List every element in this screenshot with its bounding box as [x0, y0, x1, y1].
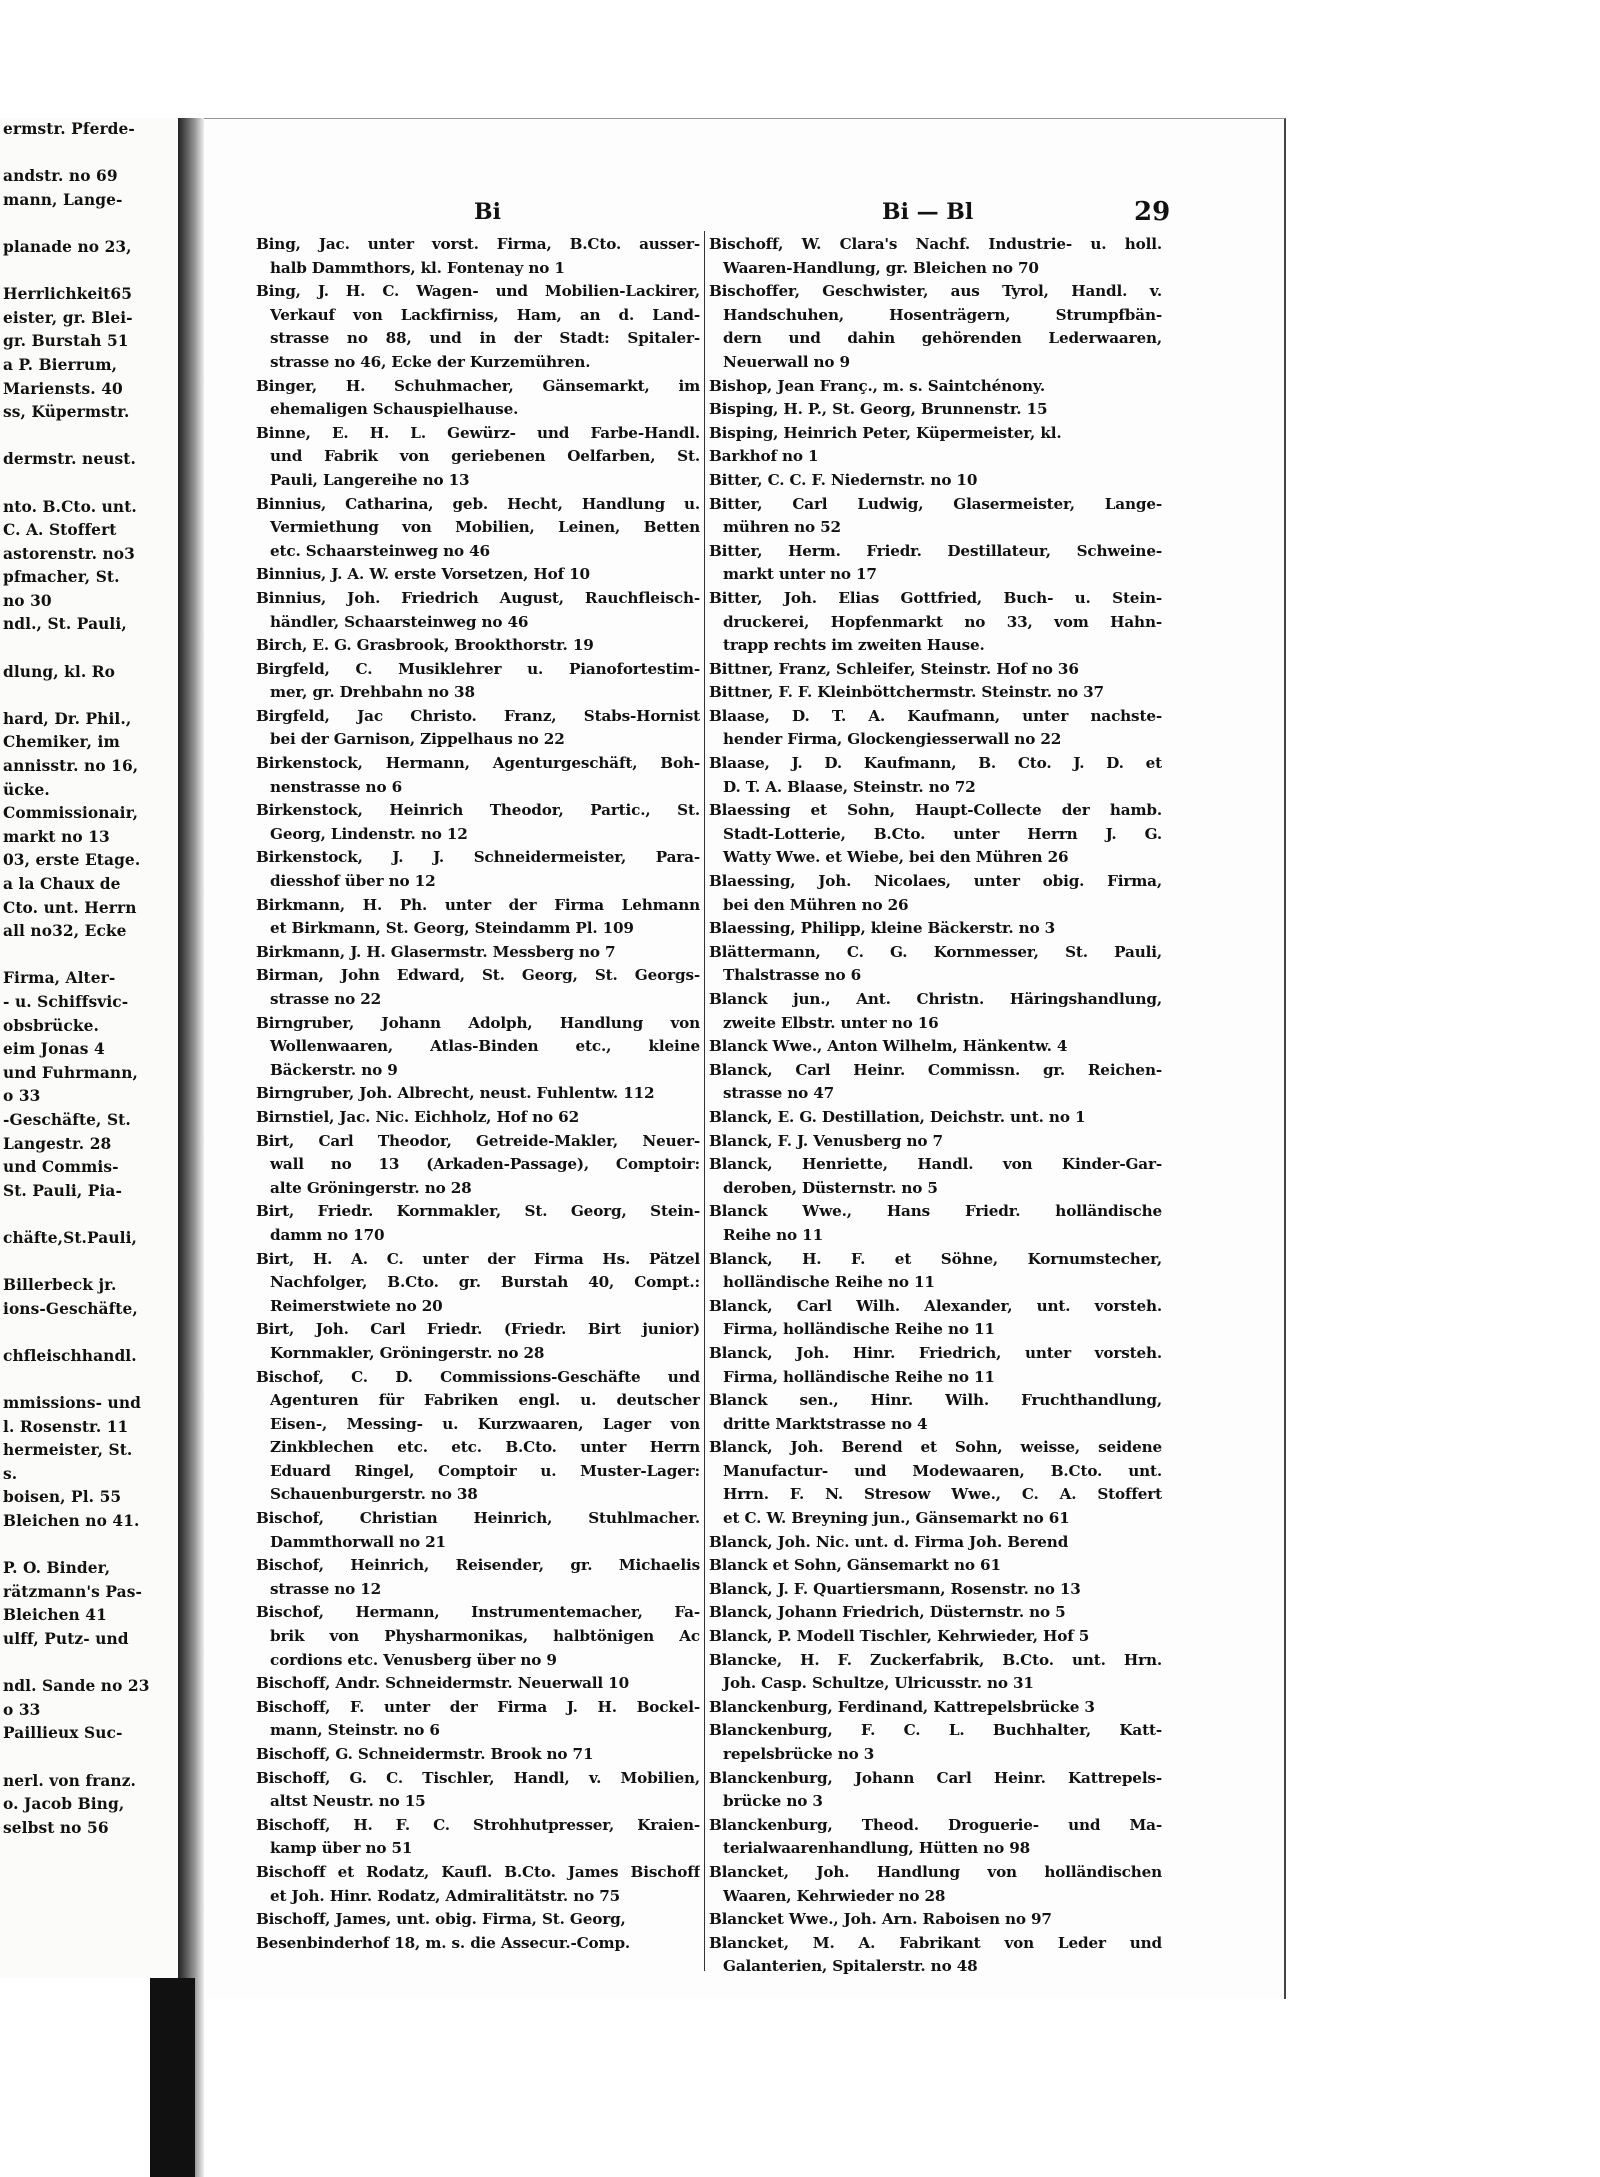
directory-entry-continuation: mer, gr. Drehbahn no 38 — [270, 683, 475, 702]
blank-line — [0, 684, 178, 708]
directory-entry-continuation: Firma, holländische Reihe no 11 — [723, 1320, 995, 1339]
directory-entry-line: Blanck jun., Ant. Christn. Häringshandlung, — [709, 990, 1162, 1008]
directory-entry-continuation: et C. W. Breyning jun., Gänsemarkt no 61 — [723, 1509, 1070, 1528]
directory-entry-continuation: druckerei, Hopfenmarkt no 33, vom Hahn- — [723, 612, 1162, 631]
previous-page-text-line: hard, Dr. Phil., — [3, 709, 132, 728]
gutter-shadow — [150, 1978, 195, 2177]
previous-page-text-line: ss, Küpermstr. — [3, 403, 130, 422]
directory-entry-continuation: et Joh. Hinr. Rodatz, Admiralitätstr. no 75 — [270, 1886, 621, 1905]
directory-entry-line: Blanck, F. J. Venusberg no 7 — [709, 1131, 943, 1150]
directory-entry-line: Binne, E. H. L. Gewürz- und Farbe-Handl. — [256, 423, 700, 442]
previous-page-text-line: markt no 13 — [3, 827, 110, 846]
directory-entry-line: Bischoff et Rodatz, Kaufl. B.Cto. James Bischoff — [256, 1862, 700, 1881]
directory-entry-continuation: kamp über no 51 — [270, 1839, 413, 1858]
directory-entry-line: Besenbinderhof 18, m. s. die Assecur.-Comp. — [256, 1933, 631, 1952]
previous-page-text-line: o. Jacob Bing, — [3, 1795, 125, 1814]
directory-entry-continuation: mühren no 52 — [723, 518, 841, 537]
directory-entry-line: Bitter, Joh. Elias Gottfried, Buch- u. Stein- — [709, 588, 1162, 607]
directory-entry-line: Blaase, D. T. A. Kaufmann, unter nachste- — [709, 706, 1162, 725]
directory-entry-continuation: strasse no 47 — [723, 1084, 835, 1103]
previous-page-text-line: 03, erste Etage. — [3, 851, 141, 870]
directory-entry-line: Blanck sen., Hinr. Wilh. Fruchthandlung, — [709, 1391, 1162, 1410]
directory-entry-line: Bischoff, F. unter der Firma J. H. Bockel- — [256, 1697, 700, 1716]
blank-line — [0, 1321, 178, 1345]
directory-entry-continuation: deroben, Düsternstr. no 5 — [723, 1178, 938, 1197]
previous-page-text-line: Cto. unt. Herrn — [3, 898, 137, 917]
directory-entry-continuation: Galanterien, Spitalerstr. no 48 — [723, 1957, 978, 1976]
directory-entry-continuation: etc. Schaarsteinweg no 46 — [270, 541, 490, 560]
directory-page — [204, 118, 1286, 1999]
previous-page-text-line: selbst no 56 — [3, 1818, 109, 1837]
previous-page-text-line: boisen, Pl. 55 — [3, 1488, 122, 1507]
directory-entry-continuation: Dammthorwall no 21 — [270, 1532, 446, 1551]
directory-entry-line: Birch, E. G. Grasbrook, Brookthorstr. 19 — [256, 636, 594, 655]
directory-entry-line: Bischoff, James, unt. obig. Firma, St. Georg, — [256, 1910, 626, 1929]
previous-page-text-line: pfmacher, St. — [3, 568, 120, 587]
directory-entry-continuation: cordions etc. Venusberg über no 9 — [270, 1650, 557, 1669]
previous-page-text-line: Langestr. 28 — [3, 1134, 112, 1153]
blank-line — [0, 425, 178, 449]
directory-entry-continuation: Manufactur- und Modewaaren, B.Cto. unt. — [723, 1461, 1162, 1480]
directory-entry-continuation: terialwaarenhandlung, Hütten no 98 — [723, 1839, 1031, 1858]
previous-page-strip — [0, 118, 180, 1978]
directory-entry-line: Blanck Wwe., Anton Wilhelm, Hänkentw. 4 — [709, 1037, 1068, 1056]
directory-entry-continuation: bei der Garnison, Zippelhaus no 22 — [270, 730, 565, 749]
directory-column-right — [709, 233, 1162, 1979]
directory-entry-line: Blanck, Joh. Berend et Sohn, weisse, seidene — [709, 1438, 1162, 1457]
running-head-left: Bi — [474, 199, 501, 225]
previous-page-text-line: und Fuhrmann, — [3, 1063, 138, 1082]
directory-entry-line: Blättermann, C. G. Kornmesser, St. Pauli, — [709, 942, 1162, 961]
directory-entry-continuation: Waaren, Kehrwieder no 28 — [723, 1886, 946, 1905]
blank-line — [0, 142, 178, 166]
directory-entry-continuation: brücke no 3 — [723, 1792, 823, 1811]
directory-entry-line: Bittner, Franz, Schleifer, Steinstr. Hof no 36 — [709, 659, 1079, 678]
directory-entry-continuation: und Fabrik von geriebenen Oelfarben, St. — [270, 447, 700, 466]
directory-entry-line: Birkmann, H. Ph. unter der Firma Lehmann — [256, 895, 700, 914]
previous-page-text-line: hermeister, St. — [3, 1441, 133, 1460]
directory-entry-continuation: Waaren-Handlung, gr. Bleichen no 70 — [723, 258, 1039, 277]
blank-line — [0, 212, 178, 236]
previous-page-text-line: Commissionair, — [3, 804, 139, 823]
previous-page-text-line: C. A. Stoffert — [3, 521, 117, 540]
previous-page-text-line: ndl. Sande no 23 — [3, 1677, 150, 1696]
directory-entry-continuation: bei den Mühren no 26 — [723, 895, 909, 914]
directory-entry-line: Blancket Wwe., Joh. Arn. Raboisen no 97 — [709, 1910, 1052, 1929]
previous-page-text-line: Herrlichkeit65 — [3, 285, 133, 304]
directory-entry-line: Bischoff, Andr. Schneidermstr. Neuerwall 10 — [256, 1674, 630, 1693]
directory-entry-continuation: Handschuhen, Hosenträgern, Strumpfbän- — [723, 305, 1162, 324]
directory-entry-continuation: Eduard Ringel, Comptoir u. Muster-Lager: — [270, 1461, 700, 1480]
previous-page-text-line: ions-Geschäfte, — [3, 1299, 138, 1318]
directory-entry-line: Birkenstock, Heinrich Theodor, Partic., St. — [256, 801, 700, 820]
previous-page-text-line: P. O. Binder, — [3, 1559, 111, 1578]
directory-entry-line: Bischoff, W. Clara's Nachf. Industrie- u. holl. — [709, 235, 1162, 253]
book-gutter — [178, 118, 204, 2177]
directory-entry-continuation: Neuerwall no 9 — [723, 352, 850, 371]
blank-line — [0, 637, 178, 661]
directory-entry-continuation: Watty Wwe. et Wiebe, bei den Mühren 26 — [723, 848, 1069, 867]
directory-entry-line: Bisping, Heinrich Peter, Küpermeister, kl. — [709, 423, 1062, 442]
directory-entry-continuation: Hrrn. F. N. Stresow Wwe., C. A. Stoffert — [723, 1485, 1162, 1504]
blank-line — [0, 1534, 178, 1558]
previous-page-text-line: mmissions- und — [3, 1394, 141, 1413]
directory-entry-line: Blanckenburg, Johann Carl Heinr. Kattrepels- — [709, 1768, 1162, 1787]
previous-page-text-line: eim Jonas 4 — [3, 1040, 105, 1059]
directory-entry-continuation: D. T. A. Blaase, Steinstr. no 72 — [723, 777, 976, 796]
previous-page-text-line: dermstr. neust. — [3, 450, 136, 469]
directory-entry-line: Blanck, Carl Heinr. Commissn. gr. Reichen- — [709, 1060, 1162, 1079]
directory-entry-continuation: repelsbrücke no 3 — [723, 1745, 875, 1763]
directory-entry-line: Blanck, Johann Friedrich, Düsternstr. no 5 — [709, 1603, 1066, 1622]
directory-entry-line: Blanck et Sohn, Gänsemarkt no 61 — [709, 1556, 1001, 1575]
blank-line — [0, 944, 178, 968]
directory-entry-line: Blancket, Joh. Handlung von holländischen — [709, 1862, 1162, 1881]
directory-entry-line: Barkhof no 1 — [709, 447, 819, 466]
directory-entry-continuation: Joh. Casp. Schultze, Ulricusstr. no 31 — [723, 1674, 1034, 1693]
directory-entry-line: Bisping, H. P., St. Georg, Brunnenstr. 15 — [709, 400, 1048, 419]
directory-entry-line: Birman, John Edward, St. Georg, St. Georgs- — [256, 966, 700, 985]
directory-entry-continuation: Kornmakler, Gröningerstr. no 28 — [270, 1343, 545, 1362]
directory-entry-line: Blanck, Carl Wilh. Alexander, unt. vorsteh. — [709, 1296, 1162, 1315]
directory-entry-line: Birt, Friedr. Kornmakler, St. Georg, Stein- — [256, 1202, 700, 1221]
previous-page-text-line: astorenstr. no3 — [3, 544, 135, 563]
directory-entry-line: Birkenstock, J. J. Schneidermeister, Para- — [256, 848, 700, 867]
running-head-right: Bi — Bl — [882, 199, 974, 225]
previous-page-text-line: chfleischhandl. — [3, 1346, 137, 1365]
directory-entry-line: Binnius, Catharina, geb. Hecht, Handlung u. — [256, 494, 700, 513]
directory-entry-continuation: Pauli, Langereihe no 13 — [270, 470, 470, 489]
directory-entry-continuation: mann, Steinstr. no 6 — [270, 1721, 440, 1740]
directory-entry-continuation: damm no 170 — [270, 1225, 385, 1244]
previous-page-text-line: nerl. von franz. — [3, 1771, 136, 1790]
directory-entry-line: Bischoffer, Geschwister, aus Tyrol, Handl. v. — [709, 282, 1162, 301]
directory-entry-continuation: Eisen-, Messing- u. Kurzwaaren, Lager von — [270, 1414, 700, 1433]
directory-entry-continuation: Stadt-Lotterie, B.Cto. unter Herrn J. G. — [723, 824, 1162, 843]
directory-entry-continuation: Reihe no 11 — [723, 1225, 823, 1244]
directory-entry-continuation: dritte Marktstrasse no 4 — [723, 1414, 928, 1433]
directory-entry-continuation: alte Gröningerstr. no 28 — [270, 1178, 472, 1197]
previous-page-text-line: Bleichen no 41. — [3, 1512, 140, 1531]
directory-entry-line: Blanck, Joh. Nic. unt. d. Firma Joh. Berend — [709, 1532, 1069, 1551]
previous-page-text-line: ulff, Putz- und — [3, 1630, 129, 1648]
directory-entry-line: Birgfeld, Jac Christo. Franz, Stabs-Hornist — [256, 706, 700, 725]
directory-entry-continuation: brik von Physharmonikas, halbtönigen Ac — [270, 1627, 700, 1646]
previous-page-text-line: -Geschäfte, St. — [3, 1110, 131, 1129]
directory-entry-continuation: trapp rechts im zweiten Hause. — [723, 636, 985, 655]
previous-page-text-line: planade no 23, — [3, 237, 132, 256]
directory-entry-continuation: markt unter no 17 — [723, 565, 877, 584]
directory-entry-continuation: Schauenburgerstr. no 38 — [270, 1485, 478, 1504]
directory-entry-continuation: strasse no 46, Ecke der Kurzemühren. — [270, 352, 591, 371]
previous-page-text-line: obsbrücke. — [3, 1016, 99, 1035]
directory-entry-continuation: Vermiethung von Mobilien, Leinen, Betten — [270, 518, 700, 537]
directory-entry-continuation: Nachfolger, B.Cto. gr. Burstah 40, Compt.: — [270, 1273, 700, 1292]
directory-entry-line: Bitter, Herm. Friedr. Destillateur, Schweine- — [709, 541, 1162, 560]
directory-entry-continuation: Zinkblechen etc. etc. B.Cto. unter Herrn — [270, 1438, 700, 1457]
directory-entry-continuation: zweite Elbstr. unter no 16 — [723, 1013, 939, 1032]
directory-entry-line: Binnius, J. A. W. erste Vorsetzen, Hof 10 — [256, 565, 590, 584]
directory-entry-continuation: wall no 13 (Arkaden-Passage), Comptoir: — [270, 1155, 700, 1174]
directory-entry-line: Blaessing et Sohn, Haupt-Collecte der hamb. — [709, 801, 1162, 820]
directory-entry-line: Birnstiel, Jac. Nic. Eichholz, Hof no 62 — [256, 1107, 579, 1126]
directory-entry-line: Binnius, Joh. Friedrich August, Rauchfleisch- — [256, 588, 700, 607]
directory-entry-line: Blanck Wwe., Hans Friedr. holländische — [709, 1202, 1162, 1221]
directory-entry-continuation: halb Dammthors, kl. Fontenay no 1 — [270, 258, 565, 277]
directory-entry-line: Bischof, C. D. Commissions-Geschäfte und — [256, 1367, 700, 1386]
directory-entry-line: Blanck, P. Modell Tischler, Kehrwieder, Hof 5 — [709, 1627, 1090, 1646]
previous-page-text-line: Billerbeck jr. — [3, 1276, 117, 1295]
directory-entry-continuation: Verkauf von Lackfirniss, Ham, an d. Land- — [270, 305, 700, 324]
previous-page-text-line: o 33 — [3, 1087, 41, 1106]
directory-entry-line: Bing, J. H. C. Wagen- und Mobilien-Lackirer, — [256, 282, 700, 301]
directory-entry-continuation: nenstrasse no 6 — [270, 777, 402, 796]
directory-entry-continuation: et Birkmann, St. Georg, Steindamm Pl. 109 — [270, 919, 634, 938]
directory-entry-line: Birt, H. A. C. unter der Firma Hs. Pätzel — [256, 1249, 700, 1268]
directory-entry-line: Blanck, H. F. et Söhne, Kornumstecher, — [709, 1249, 1162, 1268]
previous-page-text-line: o 33 — [3, 1700, 41, 1719]
directory-entry-continuation: Georg, Lindenstr. no 12 — [270, 824, 468, 843]
previous-page-text-line: dlung, kl. Ro — [3, 662, 116, 681]
previous-page-text-line: annisstr. no 16, — [3, 757, 139, 776]
directory-entry-continuation: Thalstrasse no 6 — [723, 966, 862, 985]
directory-entry-line: Blaessing, Philipp, kleine Bäckerstr. no 3 — [709, 919, 1056, 938]
directory-entry-line: Blanckenburg, Ferdinand, Kattrepelsbrücke 3 — [709, 1697, 1095, 1716]
directory-entry-line: Binger, H. Schuhmacher, Gänsemarkt, im — [256, 376, 700, 395]
previous-page-text-line: Chemiker, im — [3, 733, 120, 752]
directory-entry-line: Blaessing, Joh. Nicolaes, unter obig. Firma, — [709, 872, 1162, 891]
directory-entry-continuation: strasse no 88, und in der Stadt: Spitaler- — [270, 329, 700, 348]
page-number: 29 — [1134, 197, 1171, 227]
previous-page-text-line: s. — [3, 1464, 18, 1483]
directory-column-left — [256, 233, 700, 1955]
previous-page-text-line: andstr. no 69 — [3, 167, 118, 186]
directory-entry-continuation: händler, Schaarsteinweg no 46 — [270, 612, 529, 631]
directory-entry-line: Bischof, Christian Heinrich, Stuhlmacher. — [256, 1509, 700, 1528]
directory-entry-line: Blancke, H. F. Zuckerfabrik, B.Cto. unt. Hrn. — [709, 1650, 1162, 1669]
directory-entry-continuation: Bäckerstr. no 9 — [270, 1060, 398, 1079]
previous-page-text-line: gr. Burstah 51 — [3, 332, 129, 351]
previous-page-text-line: nto. B.Cto. unt. — [3, 497, 137, 516]
directory-entry-line: Blaase, J. D. Kaufmann, B. Cto. J. D. et — [709, 754, 1162, 773]
directory-entry-line: Blanck, Joh. Hinr. Friedrich, unter vorsteh. — [709, 1343, 1162, 1362]
directory-entry-line: Bitter, Carl Ludwig, Glasermeister, Lange- — [709, 494, 1162, 513]
directory-entry-line: Bischoff, G. C. Tischler, Handl, v. Mobilien, — [256, 1768, 700, 1787]
directory-entry-continuation: holländische Reihe no 11 — [723, 1273, 935, 1292]
previous-page-text-line: mann, Lange- — [3, 190, 123, 209]
directory-entry-continuation: Reimerstwiete no 20 — [270, 1296, 443, 1315]
directory-entry-line: Bischoff, G. Schneidermstr. Brook no 71 — [256, 1745, 594, 1763]
previous-page-text-line: a la Chaux de — [3, 875, 121, 893]
previous-page-text-line: a P. Bierrum, — [3, 355, 118, 374]
directory-entry-line: Bittner, F. F. Kleinböttchermstr. Steinstr. no 37 — [709, 683, 1104, 702]
previous-page-text-line: und Commis- — [3, 1158, 119, 1177]
previous-page-text-line: Firma, Alter- — [3, 969, 116, 988]
previous-page-text-line: l. Rosenstr. 11 — [3, 1417, 129, 1436]
previous-page-text-line: chäfte,St.Pauli, — [3, 1228, 137, 1247]
directory-entry-continuation: dern und dahin gehörenden Lederwaaren, — [723, 329, 1162, 348]
previous-page-text-line: Bleichen 41 — [3, 1606, 107, 1625]
blank-line — [0, 260, 178, 284]
directory-entry-line: Birgfeld, C. Musiklehrer u. Pianofortestim- — [256, 659, 700, 678]
directory-entry-continuation: altst Neustr. no 15 — [270, 1792, 426, 1811]
previous-page-text-line: ndl., St. Pauli, — [3, 615, 127, 634]
directory-entry-continuation: Agenturen für Fabriken engl. u. deutscher — [270, 1391, 700, 1410]
directory-entry-line: Blanck, E. G. Destillation, Deichstr. unt. no 1 — [709, 1107, 1086, 1126]
directory-entry-continuation: strasse no 12 — [270, 1579, 382, 1598]
previous-page-text-line: Paillieux Suc- — [3, 1724, 123, 1743]
column-divider — [704, 231, 705, 1971]
blank-line — [0, 1203, 178, 1227]
directory-entry-line: Blancket, M. A. Fabrikant von Leder und — [709, 1933, 1162, 1952]
previous-page-text-line: all no32, Ecke — [3, 922, 127, 941]
directory-entry-line: Bischof, Heinrich, Reisender, gr. Michaelis — [256, 1556, 700, 1575]
directory-entry-line: Birngruber, Joh. Albrecht, neust. Fuhlentw. 112 — [256, 1084, 655, 1103]
directory-entry-line: Bischof, Hermann, Instrumentemacher, Fa- — [256, 1603, 700, 1622]
directory-entry-line: Bitter, C. C. F. Niedernstr. no 10 — [709, 470, 978, 489]
blank-line — [0, 1368, 178, 1392]
previous-page-text-line: - u. Schiffsvic- — [3, 992, 129, 1011]
directory-entry-line: Birkenstock, Hermann, Agenturgeschäft, Boh- — [256, 754, 700, 773]
previous-page-text-line: Mariensts. 40 — [3, 379, 123, 398]
directory-entry-line: Bischoff, H. F. C. Strohhutpresser, Kraien- — [256, 1815, 700, 1834]
directory-entry-continuation: Wollenwaaren, Atlas-Binden etc., kleine — [270, 1037, 700, 1056]
previous-page-text-line: ermstr. Pferde- — [3, 120, 135, 138]
directory-entry-line: Blanck, Henriette, Handl. von Kinder-Gar- — [709, 1155, 1162, 1174]
directory-entry-line: Birt, Carl Theodor, Getreide-Makler, Neuer- — [256, 1131, 700, 1150]
directory-entry-line: Blanckenburg, F. C. L. Buchhalter, Katt- — [709, 1721, 1162, 1740]
directory-entry-continuation: strasse no 22 — [270, 990, 382, 1008]
directory-entry-continuation: Firma, holländische Reihe no 11 — [723, 1367, 995, 1386]
directory-entry-continuation: hender Firma, Glockengiesserwall no 22 — [723, 730, 1062, 749]
blank-line — [0, 1251, 178, 1275]
previous-page-text-line: St. Pauli, Pia- — [3, 1181, 122, 1200]
blank-line — [0, 1746, 178, 1770]
previous-page-text-line: rätzmann's Pas- — [3, 1582, 142, 1601]
directory-entry-line: Birt, Joh. Carl Friedr. (Friedr. Birt junior) — [256, 1320, 700, 1339]
directory-entry-line: Bishop, Jean Franç., m. s. Saintchénony. — [709, 376, 1045, 395]
directory-entry-line: Bing, Jac. unter vorst. Firma, B.Cto. ausser- — [256, 235, 700, 253]
directory-entry-line: Blanckenburg, Theod. Droguerie- und Ma- — [709, 1815, 1162, 1834]
directory-entry-line: Birkmann, J. H. Glasermstr. Messberg no 7 — [256, 942, 616, 961]
directory-entry-line: Birngruber, Johann Adolph, Handlung von — [256, 1013, 700, 1032]
directory-entry-continuation: diesshof über no 12 — [270, 872, 436, 891]
blank-line — [0, 1652, 178, 1676]
previous-page-text-line: ücke. — [3, 780, 50, 799]
directory-entry-line: Blanck, J. F. Quartiersmann, Rosenstr. no 13 — [709, 1579, 1081, 1598]
blank-line — [0, 472, 178, 496]
directory-entry-continuation: ehemaligen Schauspielhause. — [270, 400, 519, 419]
previous-page-text-line: no 30 — [3, 591, 52, 610]
previous-page-text-line: eister, gr. Blei- — [3, 308, 133, 327]
